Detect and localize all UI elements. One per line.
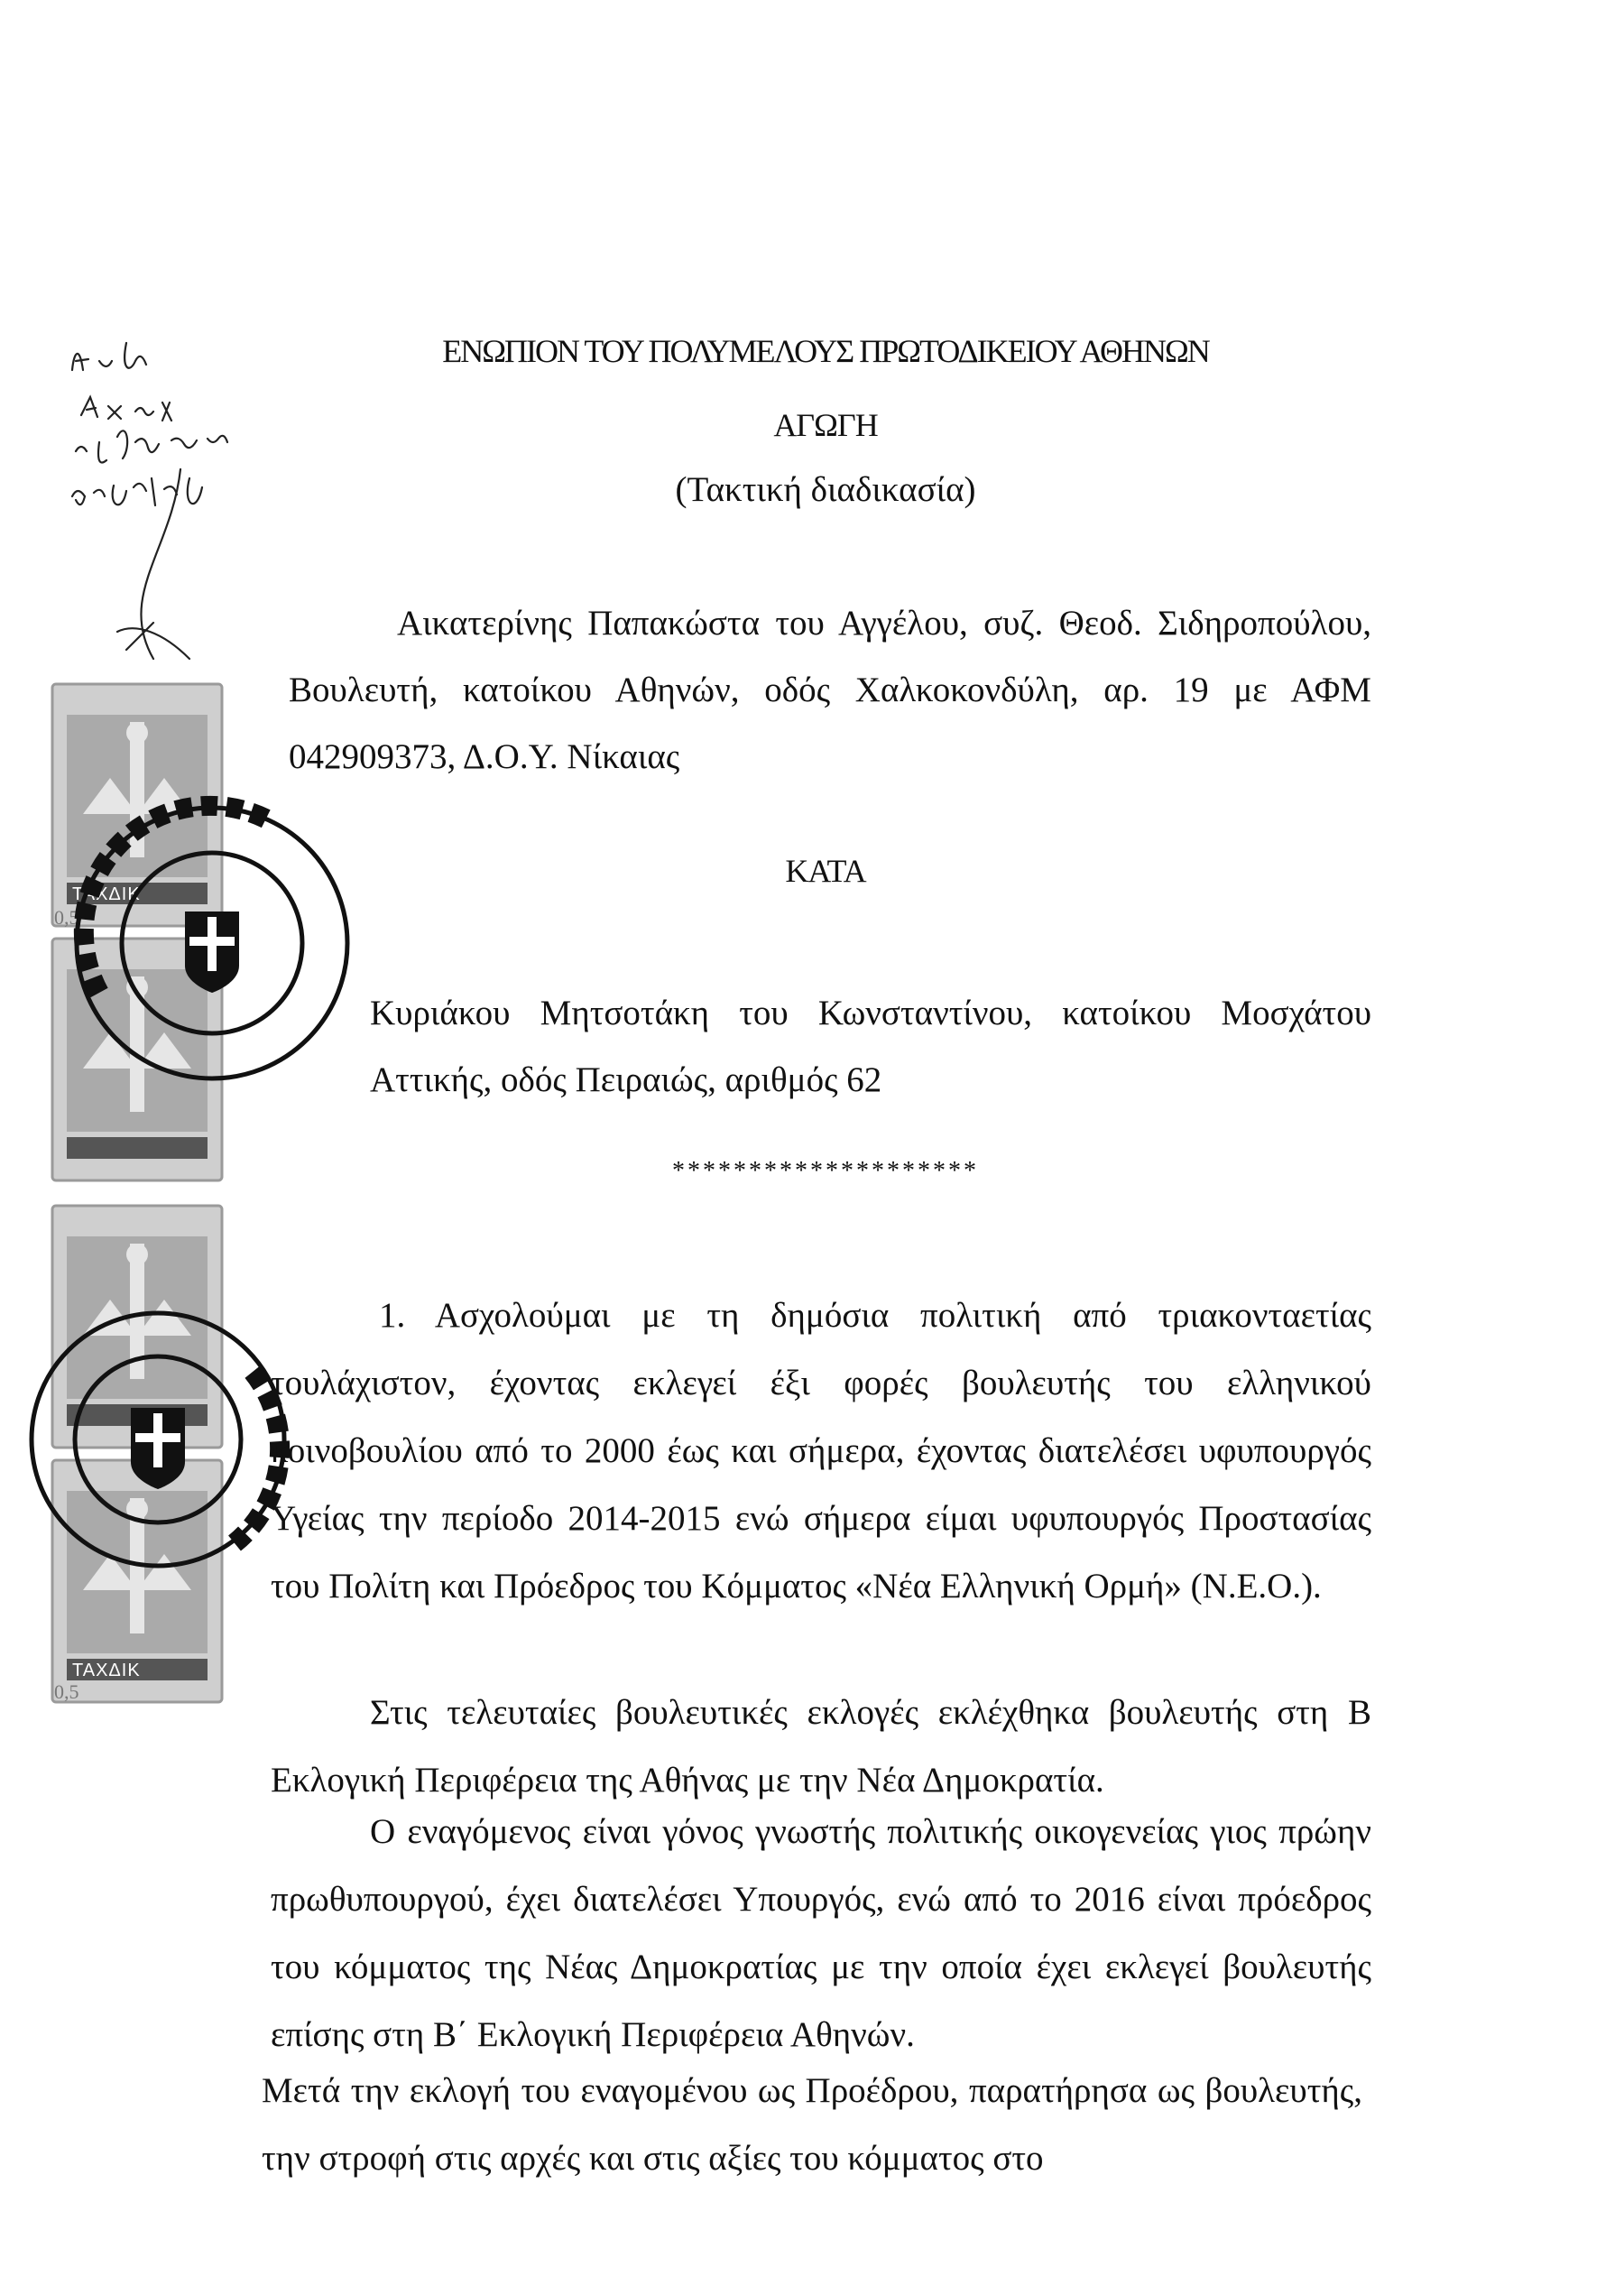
court-seal-1 [63, 794, 361, 1092]
defendant-text: Κυριάκου Μητσοτάκη του Κωνσταντίνου, κατοίκου Μοσχάτου Αττικής, οδός Πειραιώς, αριθμός 62 [370, 994, 1371, 1099]
paragraph-2 [271, 1679, 1371, 1814]
document-title: ΑΓΩΓΗ [773, 407, 878, 443]
plaintiff-details [289, 590, 1371, 791]
court-seal-2 [18, 1300, 298, 1579]
stamp-label-1: ΤΑΧΔΙΚ [72, 884, 141, 904]
paragraph-4-text: Μετά την εκλογή του εναγομένου ως Προέδρου, παρατήρησα ως βουλευτής, την στροφή στις αρχές και στις αξίες του κόμματος στο [262, 2071, 1362, 2178]
paragraph-1 [271, 1282, 1371, 1620]
against-heading: ΚΑΤΑ [785, 853, 866, 889]
paragraph-1-text: 1. Ασχολούμαι με τη δημόσια πολιτική από τριακονταετίας τουλάχιστον, έχοντας εκλεγεί έξι φορές βουλευτής του ελληνικού κοινοβουλίου από το 2000 έως και σήμερα, έχοντας διατελέσει υφυπουργός Υγείας την περίοδο 2014-2015 ενώ σήμερα είμαι υφυπουργός Προστασίας του Πολίτη και Πρόεδρος του Κόμματος «Νέα Ελληνική Ορμή» (Ν.Ε.Ο.). [271, 1296, 1371, 1606]
paragraph-4 [262, 2057, 1362, 2192]
paragraph-2-text: Στις τελευταίες βουλευτικές εκλογές εκλέχθηκα βουλευτής στη Β Εκλογική Περιφέρεια της Αθήνας με την Νέα Δημοκρατία. [271, 1693, 1371, 1800]
stamp-value-2: 0,5 [54, 1680, 79, 1703]
court-heading: ΕΝΩΠΙΟΝ ΤΟΥ ΠΟΛΥΜΕΛΟΥΣ ΠΡΩΤΟΔΙΚΕΙΟΥ ΑΘΗΝΩΝ [442, 333, 1209, 369]
defendant-details [370, 980, 1371, 1114]
procedure-type: (Τακτική διαδικασία) [675, 470, 976, 509]
plaintiff-text: Αικατερίνης Παπακώστα του Αγγέλου, συζ. Θεοδ. Σιδηροπούλου, Βουλευτή, κατοίκου Αθηνών, οδός Χαλκοκονδύλη, αρ. 19 με ΑΦΜ 042909373, Δ.Ο.Υ. Νίκαιας [289, 604, 1371, 776]
stamp-value-1: 0,5 [54, 906, 79, 929]
handwritten-note [63, 334, 262, 677]
paragraph-3 [271, 1798, 1371, 2068]
stamp-label-2: ΤΑΧΔΙΚ [72, 1661, 141, 1680]
separator-line: ******************** [672, 1157, 979, 1185]
paragraph-3-text: Ο εναγόμενος είναι γόνος γνωστής πολιτικής οικογενείας γιος πρώην πρωθυπουργού, έχει διατελέσει Υπουργός, ενώ από το 2016 είναι πρόεδρος του κόμματος της Νέας Δημοκρατίας με την οποία έχει εκλεγεί βουλευτής επίσης στη Β΄ Εκλογική Περιφέρεια Αθηνών. [271, 1812, 1371, 2054]
